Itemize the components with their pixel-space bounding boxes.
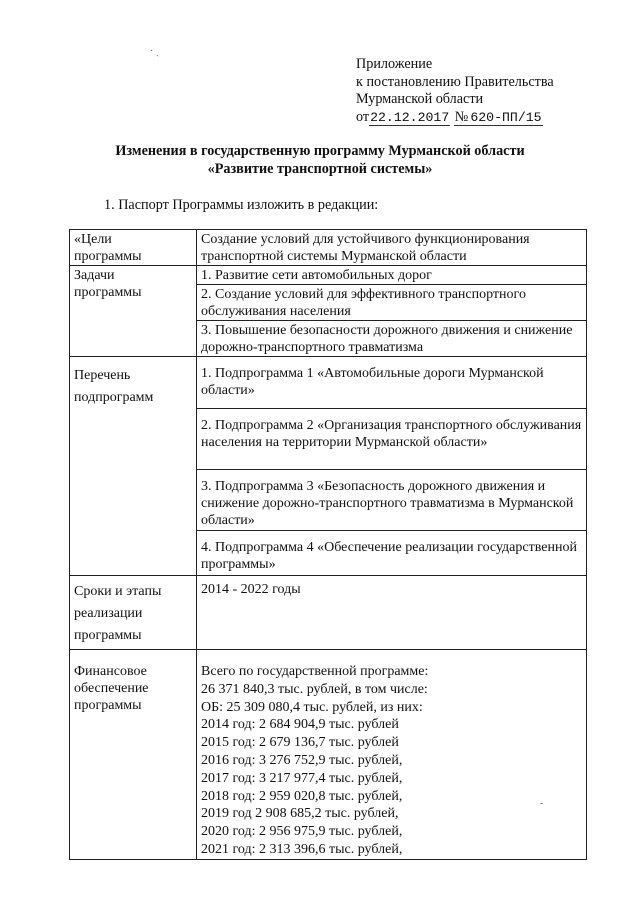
document-title — [0, 142, 640, 178]
appendix-line-1: Приложение — [356, 56, 433, 72]
label-goals: «Цели программы — [70, 230, 197, 266]
subprogram-item: 2. Подпрограмма 2 «Организация транспортного обслуживания населения на территории Мурманской области» — [197, 409, 587, 470]
finance-line: 2015 год: 2 679 136,7 тыс. рублей — [201, 735, 399, 751]
label-tasks: Задачи программы — [70, 266, 197, 357]
task-item: 2. Создание условий для эффективного транспортного обслуживания населения — [197, 285, 587, 321]
finance-line: 2018 год: 2 959 020,8 тыс. рублей, — [201, 788, 403, 804]
finance-line: 2016 год: 3 276 752,9 тыс. рублей, — [201, 752, 403, 768]
number-prefix: № — [454, 108, 469, 125]
label-subprograms: Перечень подпрограмм — [70, 357, 197, 576]
row-goals — [70, 230, 587, 266]
appendix-header — [356, 56, 554, 126]
task-item: 1. Развитие сети автомобильных дорог — [197, 266, 587, 285]
scan-speck: · ˏ — [150, 46, 160, 57]
title-line-1: Изменения в государственную программу Мурманской области — [115, 143, 525, 159]
finance-line: Всего по государственной программе: — [201, 664, 429, 679]
appendix-line-2: к постановлению Правительства — [356, 73, 554, 90]
title-line-2: «Развитие транспортной системы» — [207, 161, 433, 177]
task-item: 3. Повышение безопасности дорожного движения и снижение дорожно-транспортного травматизма — [197, 321, 587, 357]
subprogram-item: 4. Подпрограмма 4 «Обеспечение реализации государственной программы» — [197, 531, 587, 576]
finance-line: 2021 год: 2 313 396,6 тыс. рублей, — [201, 841, 403, 857]
scan-speck: - — [540, 798, 544, 809]
appendix-dateline — [356, 109, 554, 127]
finance-line: 2020 год: 2 956 975,9 тыс. рублей, — [201, 824, 403, 840]
subprogram-item: 3. Подпрограмма 3 «Безопасность дорожного движения и снижение дорожно-транспортного травматизма в Мурманской области» — [197, 470, 587, 531]
appendix-line-3: Мурманской области — [356, 91, 484, 107]
label-finance: Финансовое обеспечение программы — [70, 650, 197, 860]
decree-date: 22.12.2017 — [370, 109, 450, 125]
finance-line: 2014 год: 2 684 904,9 тыс. рублей — [201, 717, 399, 733]
row-finance — [70, 650, 587, 860]
value-goals: Создание условий для устойчивого функционирования транспортной системы Мурманской области — [197, 230, 587, 266]
value-terms: 2014 - 2022 годы — [197, 576, 587, 650]
label-terms: Сроки и этапы реализации программы — [70, 576, 197, 650]
finance-line: 2019 год 2 908 685,2 тыс. рублей, — [201, 806, 399, 822]
finance-line: 26 371 840,3 тыс. рублей, в том числе: — [201, 681, 428, 697]
subprogram-item: 1. Подпрограмма 1 «Автомобильные дороги Мурманской области» — [197, 357, 587, 409]
program-passport-table — [69, 229, 587, 860]
row-tasks — [70, 266, 587, 285]
decree-number: 620-ПП/15 — [470, 109, 542, 125]
finance-line: ОБ: 25 309 080,4 тыс. рублей, из них: — [201, 699, 423, 715]
intro-text: 1. Паспорт Программы изложить в редакции: — [104, 197, 379, 213]
date-prefix: от — [356, 108, 370, 125]
row-subprograms — [70, 357, 587, 409]
value-finance — [197, 650, 587, 860]
row-terms — [70, 576, 587, 650]
finance-line: 2017 год: 3 217 977,4 тыс. рублей, — [201, 770, 403, 786]
